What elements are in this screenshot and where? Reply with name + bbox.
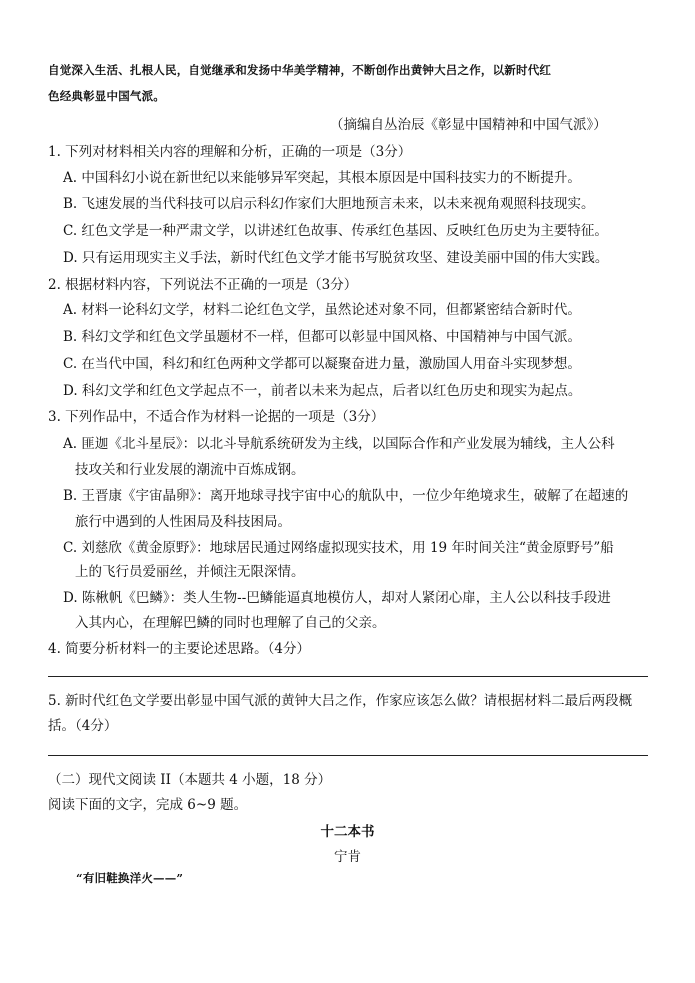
q3-option-d-line1: D. 陈楸帆《巴鳞》：类人生物--巴鳞能逼真地模仿人，却对人紧闭心扉，主人公以科技手段进 bbox=[63, 590, 611, 606]
q3-option-a-line2: 技攻关和行业发展的潮流中百炼成钢。 bbox=[75, 462, 305, 478]
passage-line-1: 自觉深入生活、扎根人民，自觉继承和发扬中华美学精神，不断创作出黄钟大吕之作，以新时代红 bbox=[48, 63, 552, 77]
q3-option-b-line2: 旅行中遇到的人性困局及科技困局。 bbox=[75, 514, 291, 530]
answer-line-q4 bbox=[48, 676, 648, 677]
q2-option-a: A. 材料一论科幻文学，材料二论红色文学，虽然论述对象不同，但都紧密结合新时代。 bbox=[63, 302, 581, 318]
question-3-stem: 3. 下列作品中，不适合作为材料一论据的一项是（3分） bbox=[48, 409, 385, 425]
q2-option-b: B. 科幻文学和红色文学虽题材不一样，但都可以彰显中国风格、中国精神与中国气派。 bbox=[63, 329, 582, 345]
q1-option-a: A. 中国科幻小说在新世纪以来能够异军突起，其根本原因是中国科技实力的不断提升。 bbox=[63, 170, 581, 186]
q1-option-c: C. 红色文学是一种严肃文学，以讲述红色故事、传承红色基因、反映红色历史为主要特征。 bbox=[63, 223, 608, 239]
section-2-instruction: 阅读下面的文字，完成 6~9 题。 bbox=[48, 797, 248, 813]
question-5-stem-line1: 5. 新时代红色文学要出彰显中国气派的黄钟大吕之作，作家应该怎么做？请根据材料二最后两段概 bbox=[48, 693, 633, 709]
q3-option-d-line2: 入其内心，在理解巴鳞的同时也理解了自己的父亲。 bbox=[75, 615, 386, 631]
q1-option-d: D. 只有运用现实主义手法，新时代红色文学才能书写脱贫攻坚、建设美丽中国的伟大实践。 bbox=[63, 250, 609, 266]
section-2-header: （二）现代文阅读 II（本题共 4 小题，18 分） bbox=[48, 772, 332, 788]
answer-line-q5 bbox=[48, 755, 648, 756]
story-title: 十二本书 bbox=[320, 824, 375, 840]
q3-option-b-line1: B. 王晋康《宇宙晶卵》：离开地球寻找宇宙中心的航队中，一位少年绝境求生，破解了在超速的 bbox=[63, 488, 629, 504]
q2-option-d: D. 科幻文学和红色文学起点不一，前者以未来为起点，后者以红色历史和现实为起点。 bbox=[63, 383, 582, 399]
q3-option-c-line1: C. 刘慈欣《黄金原野》：地球居民通过网络虚拟现实技术，用 19 年时间关注“黄金原野号”船 bbox=[63, 540, 614, 556]
passage-line-2: 色经典彰显中国气派。 bbox=[48, 89, 165, 103]
question-2-stem: 2. 根据材料内容，下列说法不正确的一项是（3分） bbox=[48, 277, 358, 293]
question-5-stem-line2: 括。（4分） bbox=[48, 718, 118, 734]
q3-option-c-line2: 上的飞行员爱丽丝，并倾注无限深情。 bbox=[75, 564, 305, 580]
q3-option-a-line1: A. 匪迦《北斗星辰》：以北斗导航系统研发为主线，以国际合作和产业发展为辅线，主人公科 bbox=[63, 436, 615, 452]
q1-option-b: B. 飞速发展的当代科技可以启示科幻作家们大胆地预言未来，以未来视角观照科技现实。 bbox=[63, 196, 595, 212]
passage-citation: （摘编自丛治辰《彰显中国精神和中国气派》） bbox=[330, 117, 607, 133]
q2-option-c: C. 在当代中国，科幻和红色两种文学都可以凝聚奋进力量，激励国人用奋斗实现梦想。 bbox=[63, 356, 581, 372]
question-4-stem: 4. 简要分析材料一的主要论述思路。（4分） bbox=[48, 641, 311, 657]
story-author: 宁肯 bbox=[334, 849, 361, 865]
question-1-stem: 1. 下列对材料相关内容的理解和分析，正确的一项是（3分） bbox=[48, 144, 412, 160]
story-first-line: “有旧鞋换洋火——” bbox=[76, 871, 184, 885]
